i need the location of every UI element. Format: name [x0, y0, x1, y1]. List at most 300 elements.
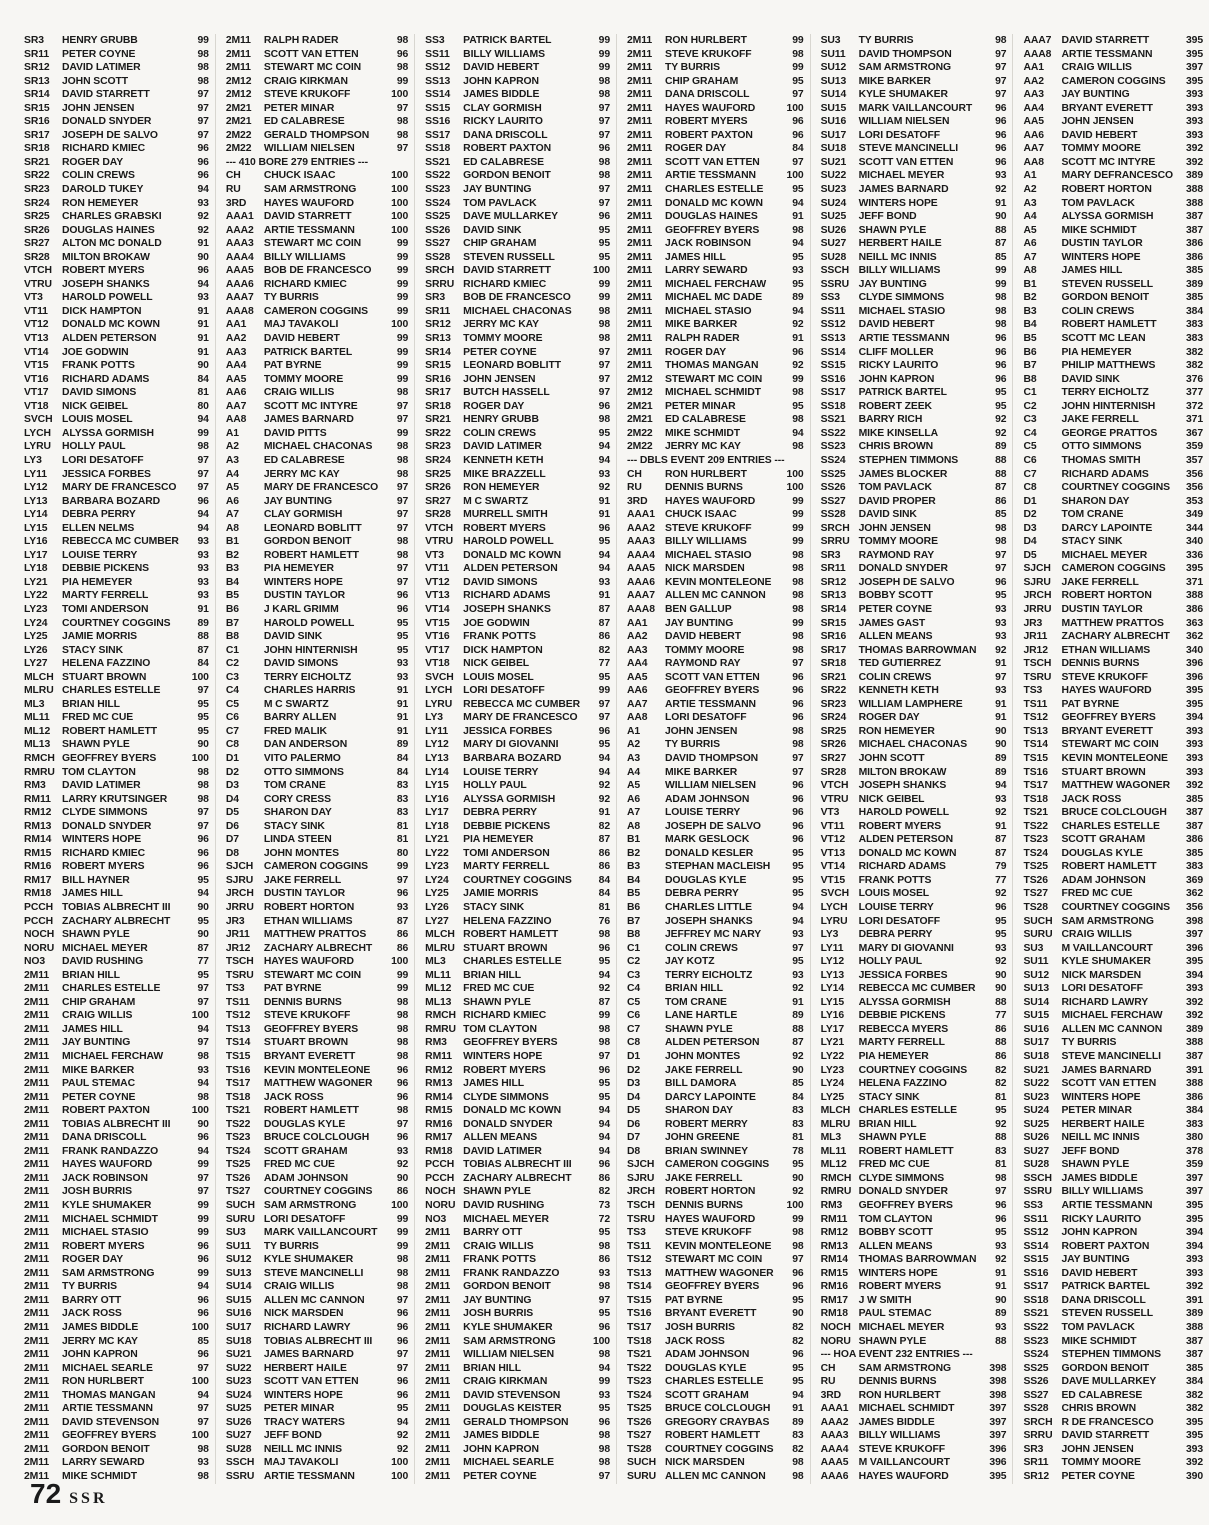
score: 100 [391, 89, 409, 101]
result-row [821, 427, 1007, 441]
score: 397 [1185, 1172, 1204, 1184]
class-code: VT13 [425, 590, 450, 602]
class-code: 2M11 [627, 156, 653, 168]
shooter-name: ROBERT HAMLETT [263, 549, 359, 561]
score: 95 [598, 427, 610, 439]
score: 96 [396, 1064, 409, 1076]
result-row [24, 1443, 209, 1457]
shooter-name: RAYMOND RAY [858, 549, 935, 561]
result-row [226, 427, 408, 441]
shooter-name: NICK MARSDEN [1061, 969, 1142, 981]
score: 395 [1185, 1213, 1204, 1225]
score: 97 [197, 482, 209, 494]
score: 94 [197, 522, 209, 534]
score: 94 [197, 414, 209, 426]
shooter-name: SHAWN PYLE [463, 996, 531, 1008]
shooter-name: NICK MARSDEN [665, 1457, 745, 1469]
result-row [24, 955, 209, 969]
result-row [24, 48, 209, 62]
class-code: B5 [627, 888, 641, 900]
shooter-name: DEBBIE PICKENS [858, 1010, 946, 1022]
class-code: AAA2 [820, 1416, 849, 1428]
score: 96 [995, 1213, 1007, 1225]
result-row [226, 61, 408, 75]
class-code: SR21 [820, 671, 847, 683]
class-code: SS11 [425, 48, 450, 60]
class-code: SS17 [820, 387, 846, 399]
shooter-name: BARRY RICH [858, 414, 923, 426]
result-row [24, 1335, 209, 1349]
score: 95 [792, 861, 804, 873]
class-code: SR14 [425, 346, 451, 358]
score: 91 [792, 1403, 804, 1415]
shooter-name: BARRY ALLEN [263, 712, 337, 724]
result-row [425, 1131, 610, 1145]
class-code: 2M11 [627, 360, 653, 372]
class-code: C6 [1023, 454, 1037, 466]
shooter-name: MICHAEL SCHMIDT [62, 1213, 158, 1225]
shooter-name: TOMMY MOORE [1061, 1457, 1141, 1469]
result-row [627, 860, 804, 874]
shooter-name: MIKE BARKER [62, 1064, 135, 1076]
shooter-name: DAVID STARRETT [62, 89, 150, 101]
class-code: B7 [627, 915, 641, 927]
shooter-name: TOMMY MOORE [858, 536, 938, 548]
class-code: AA5 [627, 671, 648, 683]
score: 95 [197, 712, 209, 724]
class-code: LY3 [425, 712, 443, 724]
result-row [627, 197, 804, 211]
score: 89 [792, 1416, 804, 1428]
score: 92 [792, 1186, 804, 1198]
score: 392 [1185, 143, 1204, 155]
score: 394 [1185, 712, 1204, 724]
result-row [821, 88, 1007, 102]
class-code: AAA8 [1023, 48, 1052, 60]
result-row [425, 1036, 610, 1050]
result-row [226, 617, 408, 631]
result-row [821, 1104, 1007, 1118]
shooter-name: PAT BYRNE [263, 360, 322, 372]
result-row [24, 318, 209, 332]
score: 392 [1185, 996, 1204, 1008]
score: 93 [197, 590, 209, 602]
class-code: SSCH [1023, 1172, 1052, 1184]
shooter-name: TOBIAS ALBRECHT III [263, 1335, 373, 1347]
result-row [1023, 1158, 1203, 1172]
score: 393 [1185, 1443, 1204, 1455]
shooter-name: DAVE MULLARKEY [1061, 1376, 1157, 1388]
shooter-name: LARRY SEWARD [62, 1457, 145, 1469]
result-row [821, 847, 1007, 861]
shooter-name: KEVIN MONTELEONE [665, 1240, 772, 1252]
result-row [226, 942, 408, 956]
score: 98 [197, 1443, 209, 1455]
result-row [226, 1267, 408, 1281]
class-code: LY3 [820, 929, 839, 941]
class-code: AAA6 [627, 576, 655, 588]
result-row [821, 603, 1007, 617]
result-row [226, 115, 408, 129]
shooter-name: STEVEN RUSSELL [463, 251, 555, 263]
score: 97 [197, 807, 209, 819]
shooter-name: DAVID SINK [858, 509, 917, 521]
result-row [24, 237, 209, 251]
score: 96 [197, 847, 209, 859]
class-code: SR16 [425, 373, 451, 385]
score: 356 [1185, 468, 1204, 480]
score: 96 [396, 1308, 409, 1320]
result-row [821, 698, 1007, 712]
score: 382 [1185, 1403, 1204, 1415]
class-code: SR23 [820, 698, 847, 710]
score: 382 [1185, 346, 1204, 358]
score: 98 [792, 1457, 804, 1469]
class-code: B1 [225, 536, 239, 548]
result-row [627, 915, 804, 929]
score: 94 [792, 1389, 804, 1401]
shooter-name: JAMES HILL [62, 1023, 123, 1035]
class-code: SR28 [820, 766, 847, 778]
result-row [24, 982, 209, 996]
score: 83 [792, 1105, 804, 1117]
result-row [627, 589, 804, 603]
score: 396 [1185, 671, 1204, 683]
class-code: LY15 [820, 996, 845, 1008]
score: 95 [792, 278, 804, 290]
result-row [24, 752, 209, 766]
shooter-name: STEVE KRUKOFF [263, 1010, 351, 1022]
class-code: TSCH [225, 956, 254, 968]
class-code: LY13 [425, 752, 449, 764]
class-code: SS18 [425, 143, 451, 155]
class-code: TS21 [1023, 807, 1048, 819]
score: 397 [989, 1416, 1007, 1428]
result-row [1023, 1443, 1203, 1457]
shooter-name: DONALD KESLER [665, 847, 754, 859]
shooter-name: PHILIP MATTHEWS [1061, 360, 1156, 372]
class-code: TS13 [627, 1267, 652, 1279]
shooter-name: DAVID PROPER [858, 495, 936, 507]
score: 84 [598, 874, 610, 886]
score: 90 [995, 725, 1007, 737]
score: 96 [197, 834, 209, 846]
result-row [821, 1064, 1007, 1078]
class-code: MLRU [425, 942, 455, 954]
score: 85 [995, 251, 1007, 263]
class-code: RM3 [425, 1037, 447, 1049]
result-row [627, 942, 804, 956]
class-code: 2M11 [425, 1335, 451, 1347]
shooter-name: WILLIAM NIELSEN [463, 1349, 555, 1361]
class-code: MLCH [820, 1105, 851, 1117]
shooter-name: JOHN JENSEN [463, 373, 536, 385]
class-code: SS24 [1023, 1349, 1049, 1361]
class-code: SR12 [1023, 1470, 1050, 1482]
result-row [627, 562, 804, 576]
score: 96 [197, 265, 209, 277]
class-code: SR23 [425, 441, 451, 453]
class-code: AAA2 [627, 522, 655, 534]
score: 97 [197, 1416, 209, 1428]
class-code: AA6 [1023, 129, 1044, 141]
score: 95 [792, 251, 804, 263]
result-row [24, 1389, 209, 1403]
result-row [226, 657, 408, 671]
result-row [821, 711, 1007, 725]
class-code: SU18 [1023, 1051, 1050, 1063]
shooter-name: BILLY WILLIAMS [463, 48, 545, 60]
score: 92 [995, 956, 1007, 968]
score: 96 [995, 102, 1007, 114]
result-row [1023, 129, 1203, 143]
shooter-name: MIKE KINSELLA [858, 427, 939, 439]
result-row [627, 291, 804, 305]
score: 100 [191, 671, 209, 683]
shooter-name: MICHAEL STASIO [665, 305, 752, 317]
result-row [627, 779, 804, 793]
class-code: LY22 [425, 847, 449, 859]
score: 98 [396, 129, 409, 141]
result-row [1023, 833, 1203, 847]
result-row [226, 549, 408, 563]
class-code: SU12 [1023, 969, 1050, 981]
class-code: RM12 [425, 1064, 453, 1076]
score: 344 [1185, 522, 1204, 534]
score: 398 [1185, 915, 1204, 927]
score: 97 [197, 685, 209, 697]
shooter-name: NICK MARSDEN [665, 563, 745, 575]
result-row [1023, 88, 1203, 102]
class-code: C4 [1023, 427, 1037, 439]
shooter-name: PAT BYRNE [263, 983, 322, 995]
score: 359 [1185, 1159, 1204, 1171]
score: 98 [598, 1240, 610, 1252]
score: 96 [995, 902, 1007, 913]
score: 97 [396, 1349, 409, 1361]
class-code: D1 [225, 752, 239, 764]
score: 98 [598, 414, 610, 426]
score: 96 [792, 807, 804, 819]
shooter-name: TERRY EICHOLTZ [1061, 387, 1149, 399]
score: 95 [396, 644, 409, 656]
score: 92 [396, 1443, 409, 1455]
result-row [627, 224, 804, 238]
score: 349 [1185, 509, 1204, 521]
class-code: SS14 [425, 89, 451, 101]
result-row [24, 522, 209, 536]
result-row [425, 183, 610, 197]
shooter-name: BARRY OTT [62, 1294, 122, 1306]
class-code: D7 [627, 1132, 641, 1144]
score: 91 [197, 603, 209, 615]
result-row [1023, 901, 1203, 915]
score: 99 [396, 1227, 409, 1239]
shooter-name: ADAM JOHNSON [263, 1172, 349, 1184]
class-code: 2M11 [24, 996, 50, 1008]
result-row [821, 1226, 1007, 1240]
shooter-name: DAVID STARRETT [1061, 1430, 1150, 1442]
shooter-name: GEOFFREY BYERS [463, 1037, 558, 1049]
class-code: 2M11 [627, 346, 653, 358]
score: 91 [396, 725, 409, 737]
shooter-name: ROGER DAY [62, 1254, 124, 1266]
score: 95 [995, 1227, 1007, 1239]
shooter-name: KYLE SHUMAKER [858, 89, 948, 101]
class-code: SU23 [820, 184, 847, 196]
class-code: SSCH [820, 265, 850, 277]
class-code: VTRU [820, 793, 849, 805]
shooter-name: DOUGLAS KYLE [665, 1362, 747, 1374]
class-code: D5 [1023, 549, 1037, 561]
result-row [226, 1240, 408, 1254]
score: 393 [1185, 116, 1204, 128]
result-row [425, 1253, 610, 1267]
shooter-name: LORI DESATOFF [665, 712, 747, 724]
shooter-name: RALPH RADER [263, 35, 339, 46]
result-row [24, 1036, 209, 1050]
class-code: B4 [1023, 319, 1037, 331]
score: 96 [598, 143, 610, 155]
class-code: SJRU [627, 1172, 655, 1184]
result-row [226, 752, 408, 766]
score: 94 [598, 1362, 610, 1374]
score: 97 [396, 143, 409, 155]
score: 91 [995, 820, 1007, 832]
class-code: 2M11 [425, 1227, 451, 1239]
shooter-name: TY BURRIS [1061, 1037, 1117, 1049]
score: 96 [792, 685, 804, 697]
result-row [627, 1023, 804, 1037]
shooter-name: MIKE BARKER [858, 75, 931, 87]
result-row [226, 1145, 408, 1159]
result-row [627, 278, 804, 292]
class-code: SU14 [1023, 996, 1050, 1008]
shooter-name: TRACY WATERS [263, 1416, 345, 1428]
score: 99 [598, 48, 610, 60]
class-code: 2M11 [24, 1281, 50, 1293]
class-code: SU24 [225, 1389, 252, 1401]
result-row [1023, 1416, 1203, 1430]
class-code: LY21 [820, 1037, 845, 1049]
result-row [24, 197, 209, 211]
result-row [226, 1253, 408, 1267]
shooter-name: SHAWN PYLE [665, 1023, 733, 1035]
class-code: RM16 [24, 861, 52, 873]
result-row [24, 657, 209, 671]
shooter-name: JAMES BIDDLE [858, 1416, 935, 1428]
score: 96 [792, 116, 804, 128]
score: 80 [396, 847, 409, 859]
class-code: SRRU [425, 278, 455, 290]
class-code: 2M11 [627, 265, 653, 277]
shooter-name: JAKE FERRELL [1061, 576, 1139, 588]
score: 98 [598, 1430, 610, 1442]
result-row [821, 942, 1007, 956]
score: 97 [995, 48, 1007, 60]
score: 95 [792, 874, 804, 886]
class-code: TS14 [627, 1281, 652, 1293]
score: 97 [396, 522, 409, 534]
score: 99 [792, 536, 804, 548]
shooter-name: MARTY FERRELL [463, 861, 550, 873]
class-code: RM18 [24, 888, 52, 900]
result-row [627, 576, 804, 590]
score: 99 [598, 292, 610, 304]
shooter-name: SCOTT GRAHAM [263, 1145, 348, 1157]
result-row [24, 1280, 209, 1294]
class-code: AAA3 [225, 238, 254, 250]
score: 93 [792, 929, 804, 941]
result-row [821, 1009, 1007, 1023]
result-row [425, 915, 610, 929]
result-row [627, 1294, 804, 1308]
shooter-name: JAMES BARNARD [858, 184, 949, 196]
shooter-name: ALLEN MC CANNON [665, 590, 766, 602]
result-row [1023, 1009, 1203, 1023]
shooter-name: FRANK POTTS [463, 1254, 536, 1266]
shooter-name: JAMES BIDDLE [463, 1430, 540, 1442]
score: 84 [197, 373, 209, 385]
result-row [226, 468, 408, 482]
shooter-name: CAMERON COGGINS [1061, 563, 1166, 575]
result-row [425, 75, 610, 89]
class-code: C5 [1023, 441, 1037, 453]
shooter-name: CAMERON COGGINS [263, 305, 368, 317]
class-code: SS12 [820, 319, 846, 331]
score: 385 [1185, 847, 1204, 859]
class-code: C6 [627, 1010, 641, 1022]
shooter-name: DANA DRISCOLL [62, 1132, 147, 1144]
score: 386 [1185, 1091, 1204, 1103]
result-row [1023, 1064, 1203, 1078]
class-code: 2M11 [627, 278, 653, 290]
shooter-name: ZACHARY ALBRECHT [1061, 631, 1170, 643]
score: 98 [197, 62, 209, 74]
shooter-name: DAN ANDERSON [263, 739, 348, 751]
shooter-name: REBECCA MC CUMBER [463, 698, 580, 710]
class-code: 2M11 [24, 1051, 50, 1063]
class-code: TS14 [1023, 739, 1048, 751]
class-code: SS27 [1023, 1389, 1049, 1401]
result-row [821, 48, 1007, 62]
result-row [226, 644, 408, 658]
score: 96 [197, 143, 209, 155]
class-code: C5 [225, 698, 239, 710]
shooter-name: CHARLES LITTLE [665, 902, 752, 913]
shooter-name: DAVID LATIMER [463, 441, 542, 453]
shooter-name: JOE GODWIN [62, 346, 129, 358]
score: 395 [1185, 1430, 1204, 1442]
class-code: TS15 [627, 1294, 652, 1306]
score: 89 [995, 1308, 1007, 1320]
score: 95 [598, 224, 610, 236]
class-code: SR12 [425, 319, 451, 331]
result-row [821, 115, 1007, 129]
score: 95 [598, 1308, 610, 1320]
result-row [821, 617, 1007, 631]
result-row [821, 887, 1007, 901]
score: 95 [598, 739, 610, 751]
class-code: SR3 [820, 549, 841, 561]
class-code: SJRU [1023, 576, 1051, 588]
shooter-name: PETER MINAR [263, 1403, 335, 1415]
shooter-name: GORDON BENOIT [62, 1443, 150, 1455]
shooter-name: ED CALABRESE [263, 454, 345, 466]
shooter-name: WINTERS HOPE [263, 576, 343, 588]
score: 99 [792, 373, 804, 385]
result-row [627, 1389, 804, 1403]
